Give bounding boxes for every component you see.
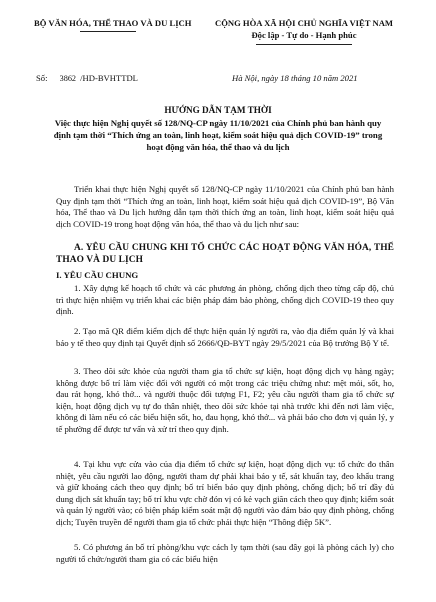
issuing-authority <box>34 18 192 28</box>
national-header <box>206 18 402 40</box>
paragraph-4: 4. Tại khu vực cửa vào của địa điểm tổ chức sự kiện, hoạt động dịch vụ: tổ chức đo thân nhiệt, yêu cầu người lao động, người tham dự phải khai báo y tế, sát khuẩn tay, đeo khẩu trang và giữ khoảng cách theo quy định; bố trí biển báo quy định phòng, chống dịch; bố trí đầy đủ dung dịch sát khuẩn tay; bố trí khu vực chờ đón vị có kẻ vạch giãn cách theo quy định; kiểm soát và quản lý người vào; có biện pháp kiểm soát mật độ người vào đảm bảo quy định phòng, chống dịch; Tuyên truyền để người tham gia tổ chức phải thực hiện “Thông điệp 5K”. <box>56 459 394 527</box>
republic-name: CỘNG HÒA XÃ HỘI CHỦ NGHĨA VIỆT NAM <box>214 18 394 28</box>
motto-underline <box>256 44 352 45</box>
authority-underline <box>80 31 136 32</box>
document-number <box>36 73 138 83</box>
issue-date: Hà Nội, ngày 18 tháng 10 năm 2021 <box>232 73 358 83</box>
section-a-heading: A. YÊU CẦU CHUNG KHI TỔ CHỨC CÁC HOẠT ĐỘNG VĂN HÓA, THỂ THAO VÀ DU LỊCH <box>56 243 394 265</box>
section-1-heading: I. YÊU CẦU CHUNG <box>56 270 139 280</box>
paragraph-5: 5. Có phương án bố trí phòng/khu vực cách ly tạm thời (sau đây gọi là phòng cách ly) cho người tổ chức/người tham gia có các biểu hiện <box>56 542 394 564</box>
document-title: HƯỚNG DẪN TẠM THỜI <box>164 105 272 115</box>
ministry-name: BỘ VĂN HÓA, THỂ THAO VÀ DU LỊCH <box>34 18 192 28</box>
paragraph-1: 1. Xây dựng kế hoạch tổ chức và các phương án phòng, chống dịch theo từng cấp độ, chủ trì thực hiện nhiệm vụ triển khai các biện pháp đảm bảo phòng, chống dịch COVID-19 theo quy định. <box>56 283 394 317</box>
doc-number-value: 3862 <box>59 74 76 83</box>
national-motto: Độc lập - Tự do - Hạnh phúc <box>251 30 357 40</box>
paragraph-3: 3. Theo dõi sức khỏe của người tham gia tổ chức sự kiện, hoạt động dịch vụ hàng ngày; không được bố trí làm việc đối với người có một trong các triệu chứng như: mệt mỏi, sốt, ho, đau rát họng, khó thở... và người thuộc đối tượng F1, F2; yêu cầu người tham gia tổ chức sự kiện, hoạt động dịch vụ tự đo thân nhiệt, theo dõi sức khỏe tại nhà trước khi đến nơi làm việc, không đi làm nếu có các biểu hiện sốt, ho, đau họng, khó thở... và phải báo cho đơn vị quản lý, y tế phường để được tư vấn và xử trí theo quy định. <box>56 366 394 434</box>
document-subtitle: Việc thực hiện Nghị quyết số 128/NQ-CP ngày 11/10/2021 của Chính phủ ban hành quy định tạm thời “Thích ứng an toàn, linh hoạt, kiểm soát hiệu quả dịch COVID-19” trong hoạt động văn hóa, thể thao và du lịch <box>53 118 383 153</box>
doc-number-prefix: Số: <box>36 73 48 83</box>
doc-number-suffix: /HD-BVHTTDL <box>80 73 138 83</box>
intro-paragraph: Triển khai thực hiện Nghị quyết số 128/NQ-CP ngày 11/10/2021 của Chính phủ ban hành Quy định tạm thời “Thích ứng an toàn, linh hoạt, kiểm soát hiệu quả dịch COVID-19”, Bộ Văn hóa, Thể thao và Du lịch hướng dẫn tạm thời thích ứng an toàn, linh hoạt, kiểm soát hiệu quả dịch COVID-19 trong hoạt động văn hóa, thể thao và du lịch như sau: <box>56 184 394 229</box>
paragraph-2: 2. Tạo mã QR điểm kiểm dịch để thực hiện quản lý người ra, vào địa điểm quản lý và khai báo y tế theo quy định tại Quyết định số 2666/QĐ-BYT ngày 29/5/2021 của Bộ trưởng Bộ Y tế. <box>56 326 394 348</box>
